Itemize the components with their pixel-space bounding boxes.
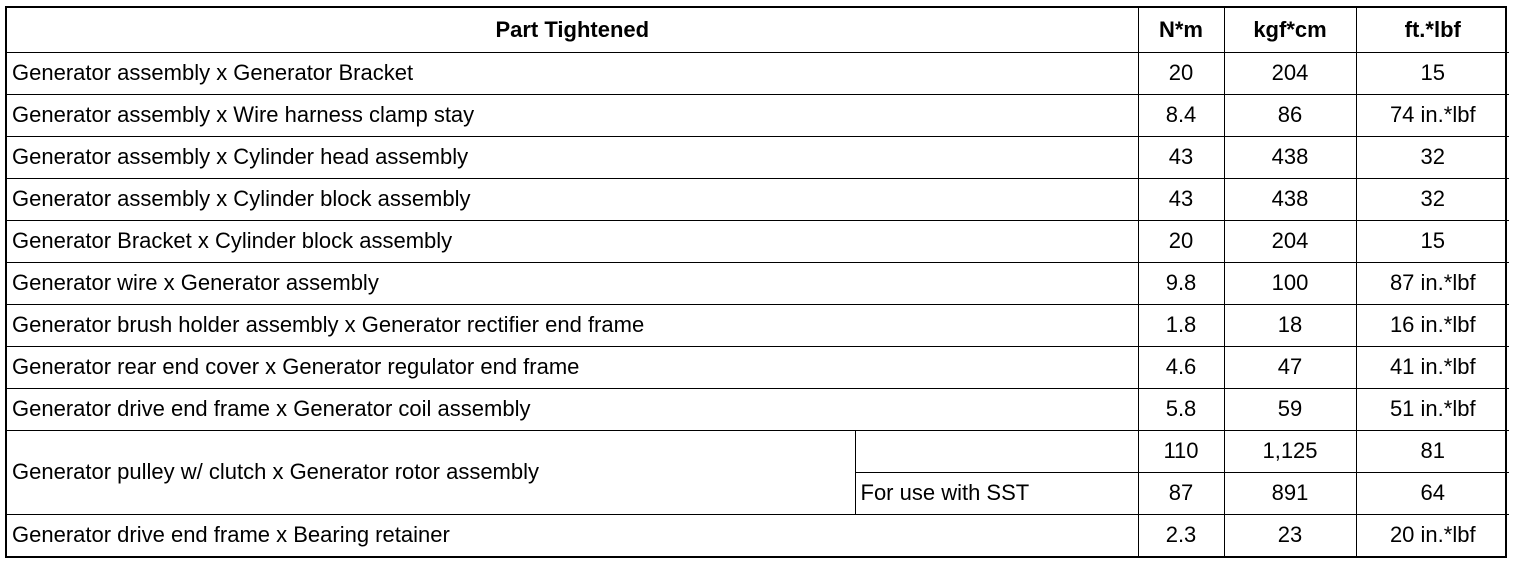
nm-cell: 4.6	[1138, 346, 1224, 388]
kgfcm-cell: 18	[1224, 304, 1356, 346]
header-part-tightened: Part Tightened	[7, 8, 1138, 52]
ftlbf-cell: 15	[1356, 52, 1509, 94]
table-row-pulley	[7, 430, 1509, 472]
ftlbf-cell: 74 in.*lbf	[1356, 94, 1509, 136]
kgfcm-cell: 204	[1224, 220, 1356, 262]
table-header-row	[7, 8, 1509, 52]
nm-cell: 2.3	[1138, 514, 1224, 556]
kgfcm-cell: 438	[1224, 136, 1356, 178]
header-nm: N*m	[1138, 8, 1224, 52]
kgfcm-cell: 204	[1224, 52, 1356, 94]
part-cell-pulley: Generator pulley w/ clutch x Generator rotor assembly	[7, 430, 855, 514]
part-cell: Generator wire x Generator assembly	[7, 262, 1138, 304]
ftlbf-cell: 64	[1356, 472, 1509, 514]
kgfcm-cell: 1,125	[1224, 430, 1356, 472]
kgfcm-cell: 47	[1224, 346, 1356, 388]
part-cell: Generator rear end cover x Generator regulator end frame	[7, 346, 1138, 388]
nm-cell: 87	[1138, 472, 1224, 514]
ftlbf-cell: 51 in.*lbf	[1356, 388, 1509, 430]
nm-cell: 20	[1138, 220, 1224, 262]
kgfcm-cell: 438	[1224, 178, 1356, 220]
ftlbf-cell: 16 in.*lbf	[1356, 304, 1509, 346]
nm-cell: 20	[1138, 52, 1224, 94]
part-cell: Generator assembly x Cylinder block assembly	[7, 178, 1138, 220]
table-row	[7, 178, 1509, 220]
nm-cell: 8.4	[1138, 94, 1224, 136]
kgfcm-cell: 100	[1224, 262, 1356, 304]
ftlbf-cell: 20 in.*lbf	[1356, 514, 1509, 556]
table-row	[7, 262, 1509, 304]
pulley-note-cell: For use with SST	[855, 472, 1138, 514]
part-cell: Generator assembly x Generator Bracket	[7, 52, 1138, 94]
nm-cell: 110	[1138, 430, 1224, 472]
nm-cell: 43	[1138, 178, 1224, 220]
table-row	[7, 136, 1509, 178]
kgfcm-cell: 891	[1224, 472, 1356, 514]
table-row	[7, 94, 1509, 136]
pulley-note-cell	[855, 430, 1138, 472]
nm-cell: 1.8	[1138, 304, 1224, 346]
nm-cell: 5.8	[1138, 388, 1224, 430]
table-row	[7, 220, 1509, 262]
torque-spec-table	[7, 8, 1509, 556]
table-row	[7, 52, 1509, 94]
kgfcm-cell: 86	[1224, 94, 1356, 136]
part-cell: Generator brush holder assembly x Generator rectifier end frame	[7, 304, 1138, 346]
ftlbf-cell: 87 in.*lbf	[1356, 262, 1509, 304]
header-ftlbf: ft.*lbf	[1356, 8, 1509, 52]
part-cell: Generator drive end frame x Bearing retainer	[7, 514, 1138, 556]
ftlbf-cell: 41 in.*lbf	[1356, 346, 1509, 388]
ftlbf-cell: 32	[1356, 178, 1509, 220]
ftlbf-cell: 32	[1356, 136, 1509, 178]
kgfcm-cell: 59	[1224, 388, 1356, 430]
table-row	[7, 514, 1509, 556]
table-row	[7, 388, 1509, 430]
part-cell: Generator Bracket x Cylinder block assembly	[7, 220, 1138, 262]
part-cell: Generator assembly x Cylinder head assembly	[7, 136, 1138, 178]
nm-cell: 43	[1138, 136, 1224, 178]
part-cell: Generator drive end frame x Generator coil assembly	[7, 388, 1138, 430]
part-cell: Generator assembly x Wire harness clamp stay	[7, 94, 1138, 136]
ftlbf-cell: 15	[1356, 220, 1509, 262]
kgfcm-cell: 23	[1224, 514, 1356, 556]
ftlbf-cell: 81	[1356, 430, 1509, 472]
torque-spec-table-frame	[5, 6, 1507, 558]
nm-cell: 9.8	[1138, 262, 1224, 304]
table-row	[7, 304, 1509, 346]
table-row	[7, 346, 1509, 388]
header-kgfcm: kgf*cm	[1224, 8, 1356, 52]
